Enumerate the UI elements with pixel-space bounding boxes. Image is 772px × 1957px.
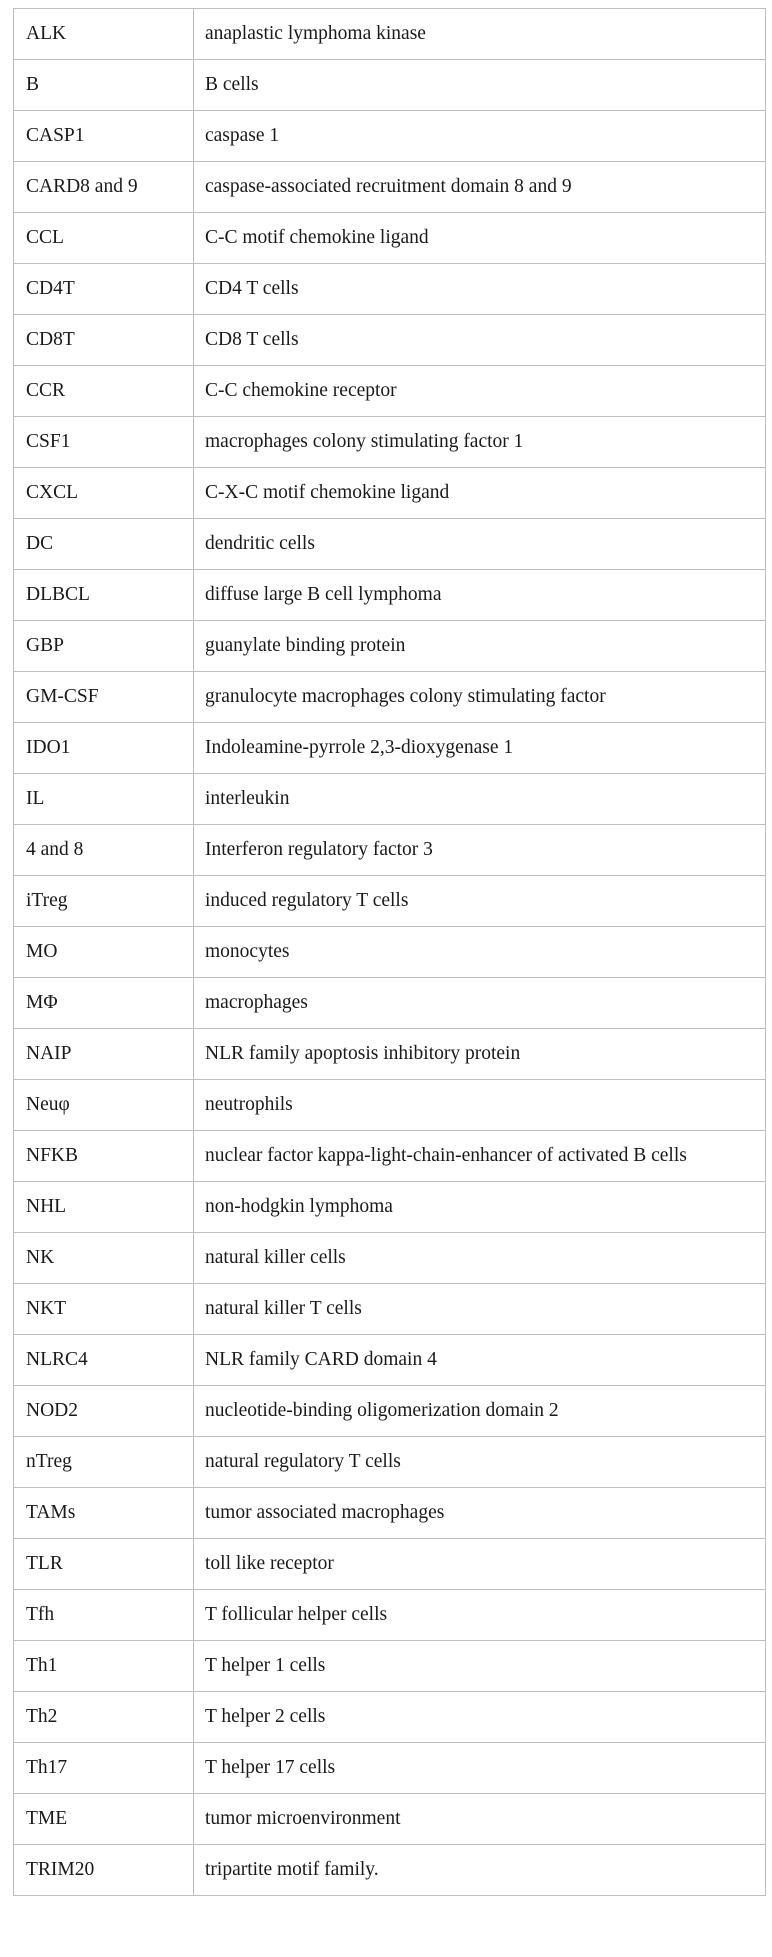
- abbreviation-cell: DLBCL: [14, 570, 194, 621]
- definition-cell: NLR family apoptosis inhibitory protein: [194, 1029, 766, 1080]
- abbreviation-cell: TLR: [14, 1539, 194, 1590]
- table-row: [14, 927, 766, 978]
- abbreviation-cell: TME: [14, 1794, 194, 1845]
- definition-cell: macrophages: [194, 978, 766, 1029]
- definition-cell: induced regulatory T cells: [194, 876, 766, 927]
- abbreviation-cell: 4 and 8: [14, 825, 194, 876]
- definition-cell: caspase 1: [194, 111, 766, 162]
- table-row: [14, 1335, 766, 1386]
- definition-cell: natural killer T cells: [194, 1284, 766, 1335]
- table-row: [14, 213, 766, 264]
- definition-cell: dendritic cells: [194, 519, 766, 570]
- definition-cell: tripartite motif family.: [194, 1845, 766, 1896]
- abbreviations-table: [13, 8, 766, 1896]
- abbreviation-cell: GM-CSF: [14, 672, 194, 723]
- definition-cell: neutrophils: [194, 1080, 766, 1131]
- abbreviation-cell: NLRC4: [14, 1335, 194, 1386]
- definition-cell: nuclear factor kappa-light-chain-enhancer of activated B cells: [194, 1131, 766, 1182]
- table-row: [14, 570, 766, 621]
- abbreviation-cell: CD8T: [14, 315, 194, 366]
- abbreviation-cell: TAMs: [14, 1488, 194, 1539]
- definition-cell: C-C chemokine receptor: [194, 366, 766, 417]
- definition-cell: Indoleamine-pyrrole 2,3-dioxygenase 1: [194, 723, 766, 774]
- abbreviation-cell: Tfh: [14, 1590, 194, 1641]
- table-row: [14, 1692, 766, 1743]
- abbreviation-cell: CXCL: [14, 468, 194, 519]
- table-row: [14, 417, 766, 468]
- abbreviation-cell: CASP1: [14, 111, 194, 162]
- definition-cell: natural regulatory T cells: [194, 1437, 766, 1488]
- definition-cell: T helper 17 cells: [194, 1743, 766, 1794]
- table-row: [14, 1080, 766, 1131]
- table-row: [14, 1488, 766, 1539]
- definition-cell: diffuse large B cell lymphoma: [194, 570, 766, 621]
- definition-cell: B cells: [194, 60, 766, 111]
- abbreviation-cell: Th1: [14, 1641, 194, 1692]
- definition-cell: CD8 T cells: [194, 315, 766, 366]
- abbreviation-cell: IDO1: [14, 723, 194, 774]
- table-row: [14, 1590, 766, 1641]
- table-row: [14, 1743, 766, 1794]
- definition-cell: CD4 T cells: [194, 264, 766, 315]
- definition-cell: tumor associated macrophages: [194, 1488, 766, 1539]
- abbreviation-cell: MΦ: [14, 978, 194, 1029]
- abbreviation-cell: NKT: [14, 1284, 194, 1335]
- table-row: [14, 1437, 766, 1488]
- definition-cell: anaplastic lymphoma kinase: [194, 9, 766, 60]
- abbreviation-cell: MO: [14, 927, 194, 978]
- definition-cell: NLR family CARD domain 4: [194, 1335, 766, 1386]
- abbreviation-cell: IL: [14, 774, 194, 825]
- abbreviation-cell: NK: [14, 1233, 194, 1284]
- definition-cell: C-C motif chemokine ligand: [194, 213, 766, 264]
- abbreviation-cell: iTreg: [14, 876, 194, 927]
- abbreviation-cell: NOD2: [14, 1386, 194, 1437]
- table-row: [14, 1029, 766, 1080]
- abbreviation-cell: CD4T: [14, 264, 194, 315]
- abbreviation-cell: CARD8 and 9: [14, 162, 194, 213]
- abbreviation-cell: Th2: [14, 1692, 194, 1743]
- table-row: [14, 366, 766, 417]
- table-row: [14, 1131, 766, 1182]
- definition-cell: monocytes: [194, 927, 766, 978]
- definition-cell: tumor microenvironment: [194, 1794, 766, 1845]
- abbreviations-table-body: [14, 9, 766, 1896]
- table-row: [14, 468, 766, 519]
- abbreviation-cell: NAIP: [14, 1029, 194, 1080]
- definition-cell: caspase-associated recruitment domain 8 and 9: [194, 162, 766, 213]
- definition-cell: interleukin: [194, 774, 766, 825]
- table-row: [14, 1284, 766, 1335]
- abbreviation-cell: TRIM20: [14, 1845, 194, 1896]
- table-row: [14, 774, 766, 825]
- definition-cell: natural killer cells: [194, 1233, 766, 1284]
- abbreviation-cell: nTreg: [14, 1437, 194, 1488]
- abbreviation-cell: ALK: [14, 9, 194, 60]
- abbreviation-cell: Neuφ: [14, 1080, 194, 1131]
- definition-cell: nucleotide-binding oligomerization domain 2: [194, 1386, 766, 1437]
- table-row: [14, 1845, 766, 1896]
- table-row: [14, 1233, 766, 1284]
- definition-cell: C-X-C motif chemokine ligand: [194, 468, 766, 519]
- table-row: [14, 1539, 766, 1590]
- definition-cell: toll like receptor: [194, 1539, 766, 1590]
- table-row: [14, 672, 766, 723]
- definition-cell: non-hodgkin lymphoma: [194, 1182, 766, 1233]
- abbreviation-cell: NHL: [14, 1182, 194, 1233]
- definition-cell: T helper 2 cells: [194, 1692, 766, 1743]
- table-row: [14, 1794, 766, 1845]
- abbreviation-cell: B: [14, 60, 194, 111]
- abbreviation-cell: Th17: [14, 1743, 194, 1794]
- definition-cell: granulocyte macrophages colony stimulating factor: [194, 672, 766, 723]
- abbreviation-cell: GBP: [14, 621, 194, 672]
- definition-cell: macrophages colony stimulating factor 1: [194, 417, 766, 468]
- definition-cell: Interferon regulatory factor 3: [194, 825, 766, 876]
- table-row: [14, 978, 766, 1029]
- table-row: [14, 825, 766, 876]
- abbreviation-cell: CCL: [14, 213, 194, 264]
- abbreviation-cell: CSF1: [14, 417, 194, 468]
- table-row: [14, 60, 766, 111]
- table-row: [14, 9, 766, 60]
- table-row: [14, 1182, 766, 1233]
- table-row: [14, 162, 766, 213]
- definition-cell: T helper 1 cells: [194, 1641, 766, 1692]
- abbreviation-cell: DC: [14, 519, 194, 570]
- definition-cell: T follicular helper cells: [194, 1590, 766, 1641]
- table-row: [14, 315, 766, 366]
- table-row: [14, 723, 766, 774]
- abbreviation-cell: NFKB: [14, 1131, 194, 1182]
- table-row: [14, 264, 766, 315]
- table-row: [14, 1386, 766, 1437]
- abbreviation-cell: CCR: [14, 366, 194, 417]
- table-row: [14, 876, 766, 927]
- table-row: [14, 519, 766, 570]
- table-row: [14, 111, 766, 162]
- table-row: [14, 621, 766, 672]
- definition-cell: guanylate binding protein: [194, 621, 766, 672]
- table-row: [14, 1641, 766, 1692]
